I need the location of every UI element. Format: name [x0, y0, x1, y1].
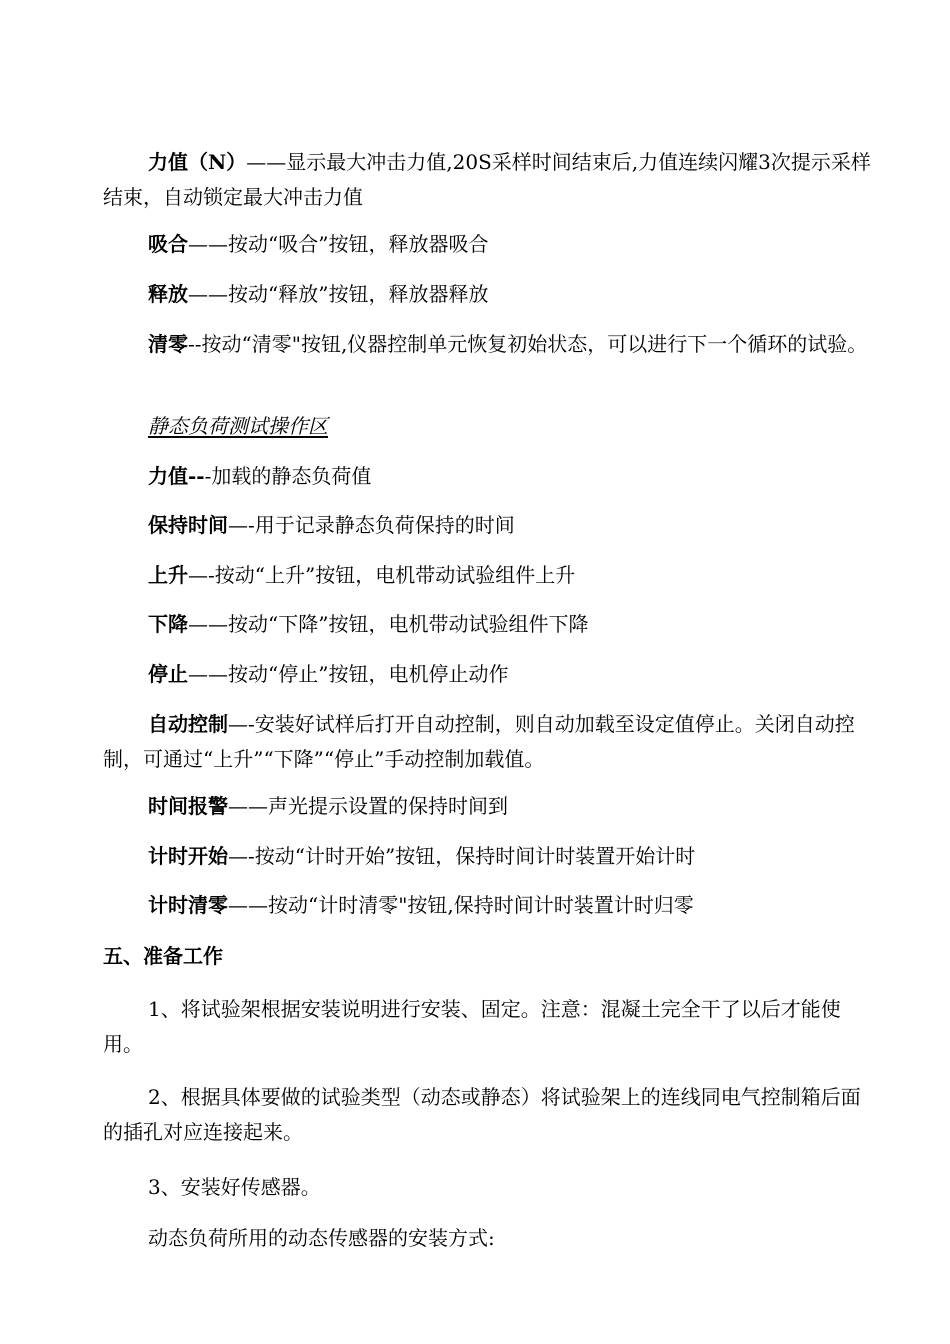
- item-term: 计时清零: [148, 893, 228, 917]
- item-desc: —-按动“上升”按钮，电机带动试验组件上升: [188, 563, 576, 587]
- item-term: 力值（N）: [148, 150, 247, 174]
- item-desc: ——按动“下降”按钮，电机带动试验组件下降: [188, 612, 589, 636]
- item-static-force: [103, 459, 878, 494]
- item-desc: -加载的静态负荷值: [204, 464, 372, 488]
- item-term: 停止: [148, 662, 188, 686]
- section-heading: 五、准备工作: [103, 944, 223, 968]
- item-lower: [103, 607, 878, 642]
- item-engage: [103, 227, 878, 262]
- item-desc: ——声光提示设置的保持时间到: [228, 794, 508, 818]
- item-term: 自动控制: [148, 712, 228, 736]
- item-raise: [103, 558, 878, 593]
- item-term: 吸合: [148, 232, 188, 256]
- item-reset: [103, 327, 878, 362]
- item-timer-reset: [103, 888, 878, 923]
- item-desc: —-用于记录静态负荷保持的时间: [228, 513, 515, 537]
- prep-step-3: 3、安装好传感器。: [148, 1175, 321, 1199]
- item-term: 力值--: [148, 464, 205, 488]
- item-desc: ——按动“释放”按钮，释放器释放: [188, 282, 489, 306]
- item-desc: --按动“清零"按钮,仪器控制单元恢复初始状态，可以进行下一个循环的试验。: [188, 332, 868, 356]
- prep-step-1: 1、将试验架根据安装说明进行安装、固定。注意：混凝土完全干了以后才能使用。: [103, 997, 841, 1056]
- item-desc: ——按动“停止”按钮，电机停止动作: [188, 662, 509, 686]
- item-term: 释放: [148, 282, 188, 306]
- item-term: 计时开始: [148, 844, 228, 868]
- item-term: 保持时间: [148, 513, 228, 537]
- item-auto-control: [103, 707, 878, 777]
- item-term: 清零: [148, 332, 188, 356]
- item-force-value: [103, 145, 878, 215]
- item-term: 下降: [148, 612, 188, 636]
- item-term: 时间报警: [148, 794, 228, 818]
- prep-step-2: 2、根据具体要做的试验类型（动态或静态）将试验架上的连线同电气控制箱后面的插孔对应连接起来。: [103, 1085, 861, 1144]
- item-desc: ——按动“计时清零"按钮,保持时间计时装置计时归零: [228, 893, 694, 917]
- item-stop: [103, 657, 878, 692]
- static-section-title: 静态负荷测试操作区: [148, 414, 328, 438]
- item-term: 上升: [148, 563, 188, 587]
- item-timer-start: [103, 839, 878, 874]
- item-desc: —-按动“计时开始”按钮，保持时间计时装置开始计时: [228, 844, 696, 868]
- item-time-alarm: [103, 789, 878, 824]
- prep-closing: 动态负荷所用的动态传感器的安装方式:: [148, 1226, 495, 1250]
- item-desc: ——显示最大冲击力值,20S采样时间结束后,力值连续闪耀3次提示采样结束，自动锁定最大冲击力值: [103, 150, 871, 209]
- item-desc: —-安装好试样后打开自动控制，则自动加载至设定值停止。关闭自动控制，可通过“上升”“下降”“停止”手动控制加载值。: [103, 712, 855, 771]
- item-hold-time: [103, 508, 878, 543]
- item-desc: ——按动“吸合”按钮，释放器吸合: [188, 232, 489, 256]
- item-release: [103, 277, 878, 312]
